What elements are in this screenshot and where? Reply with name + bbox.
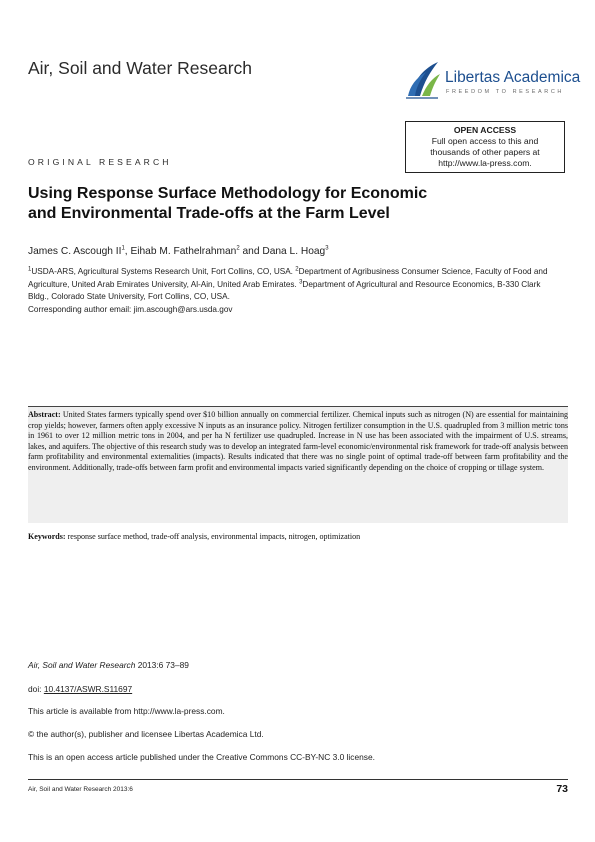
author-separator: , [124,246,131,257]
open-access-line-1: Full open access to this and [431,136,539,146]
author-list [28,246,329,257]
author-separator: and [239,246,263,257]
publisher-logo[interactable] [404,58,581,102]
availability-note: This article is available from http://www.la-press.com. [28,706,225,716]
doi [28,684,132,694]
paper-title-line-2: and Environmental Trade-offs at the Farm Level [28,205,390,222]
affiliation-mark: 3 [299,278,303,285]
keywords-label: Keywords: [28,532,66,541]
paper-title [28,184,508,224]
keywords-body: response surface method, trade-off analysis, environmental impacts, nitrogen, optimization [65,532,361,541]
copyright-note: © the author(s), publisher and licensee Libertas Academica Ltd. [28,729,264,739]
open-access-line-2: thousands of other papers at [430,147,540,157]
footer-journal-issue: Air, Soil and Water Research 2013:6 [28,786,133,793]
citation-journal: Air, Soil and Water Research [28,660,136,670]
open-access-box [405,121,565,173]
keywords [28,532,568,543]
journal-title: Air, Soil and Water Research [28,58,253,78]
logo-name: Libertas Academica [445,69,581,86]
doi-label: doi: [28,684,44,694]
page-number: 73 [556,783,568,795]
abstract-label: Abstract: [28,410,61,419]
open-access-heading: OPEN ACCESS [453,125,517,135]
author-affiliation-mark: 2 [236,245,240,252]
open-access-link[interactable]: http://www.la-press.com. [438,158,532,168]
affiliation-mark: 2 [295,266,299,273]
license-note: This is an open access article published under the Creative Commons CC-BY-NC 3.0 license. [28,752,375,762]
affiliations [28,266,558,316]
libertas-leaf-icon [404,58,444,102]
corresponding-author: Corresponding author email: jim.ascough@ars.usda.gov [28,304,233,314]
logo-tagline: FREEDOM TO RESEARCH [446,89,564,95]
section-label: ORIGINAL RESEARCH [28,157,172,167]
citation-details: 2013:6 73–89 [135,660,189,670]
citation [28,660,189,670]
author-name: Dana L. Hoag [262,246,326,257]
affiliation-mark: 1 [28,266,32,273]
author-name: Eihab M. Fathelrahman [130,246,237,257]
doi-link[interactable]: 10.4137/ASWR.S11697 [43,684,133,694]
author-affiliation-mark: 3 [325,245,329,252]
affiliation-1: USDA-ARS, Agricultural Systems Research Unit, Fort Collins, CO, USA. [31,267,296,276]
paper-title-line-1: Using Response Surface Methodology for Economic [28,185,428,202]
affiliation-2: Department of Agribusiness Consumer Science, Faculty of Food and Agriculture, United Arab Emirates University, Al-Ain, United Arab Emirates. [28,267,548,289]
abstract-body: United States farmers typically spend over $10 billion annually on commercial fertilizer. Chemical inputs such as nitrogen (N) are essential for maintaining crop yields; however, farmers often apply excessive N inputs as an insurance policy. Nitrogen fertilizer consumption in the U.S. quadrupled from 3 million metric tons in 1961 to over 12 million metric tons in 2004, and per ha N fertilizer use quadrupled. Increase in N use has been associated with the impairment of U.S. streams, lakes, and aquifers. The objective of this research study was to develop an integrated farm-level economic/environmental risk framework for trade-off analysis between farm profitability and environmental externalities (impacts). Results indicated that there was no single point of optimal trade-off between farm profitability and the environment. Additionally, trade-offs between farm profit and environmental impacts varied significantly depending on the choice of cropping or tillage system. [28,410,568,472]
affiliation-3: Department of Agricultural and Resource Economics, B-330 Clark Bldg., Colorado State University, Fort Collins, CO, USA. [28,279,541,301]
abstract [28,410,568,473]
author-name: James C. Ascough II [28,246,122,257]
author-affiliation-mark: 1 [121,245,125,252]
footer-divider [28,779,568,780]
